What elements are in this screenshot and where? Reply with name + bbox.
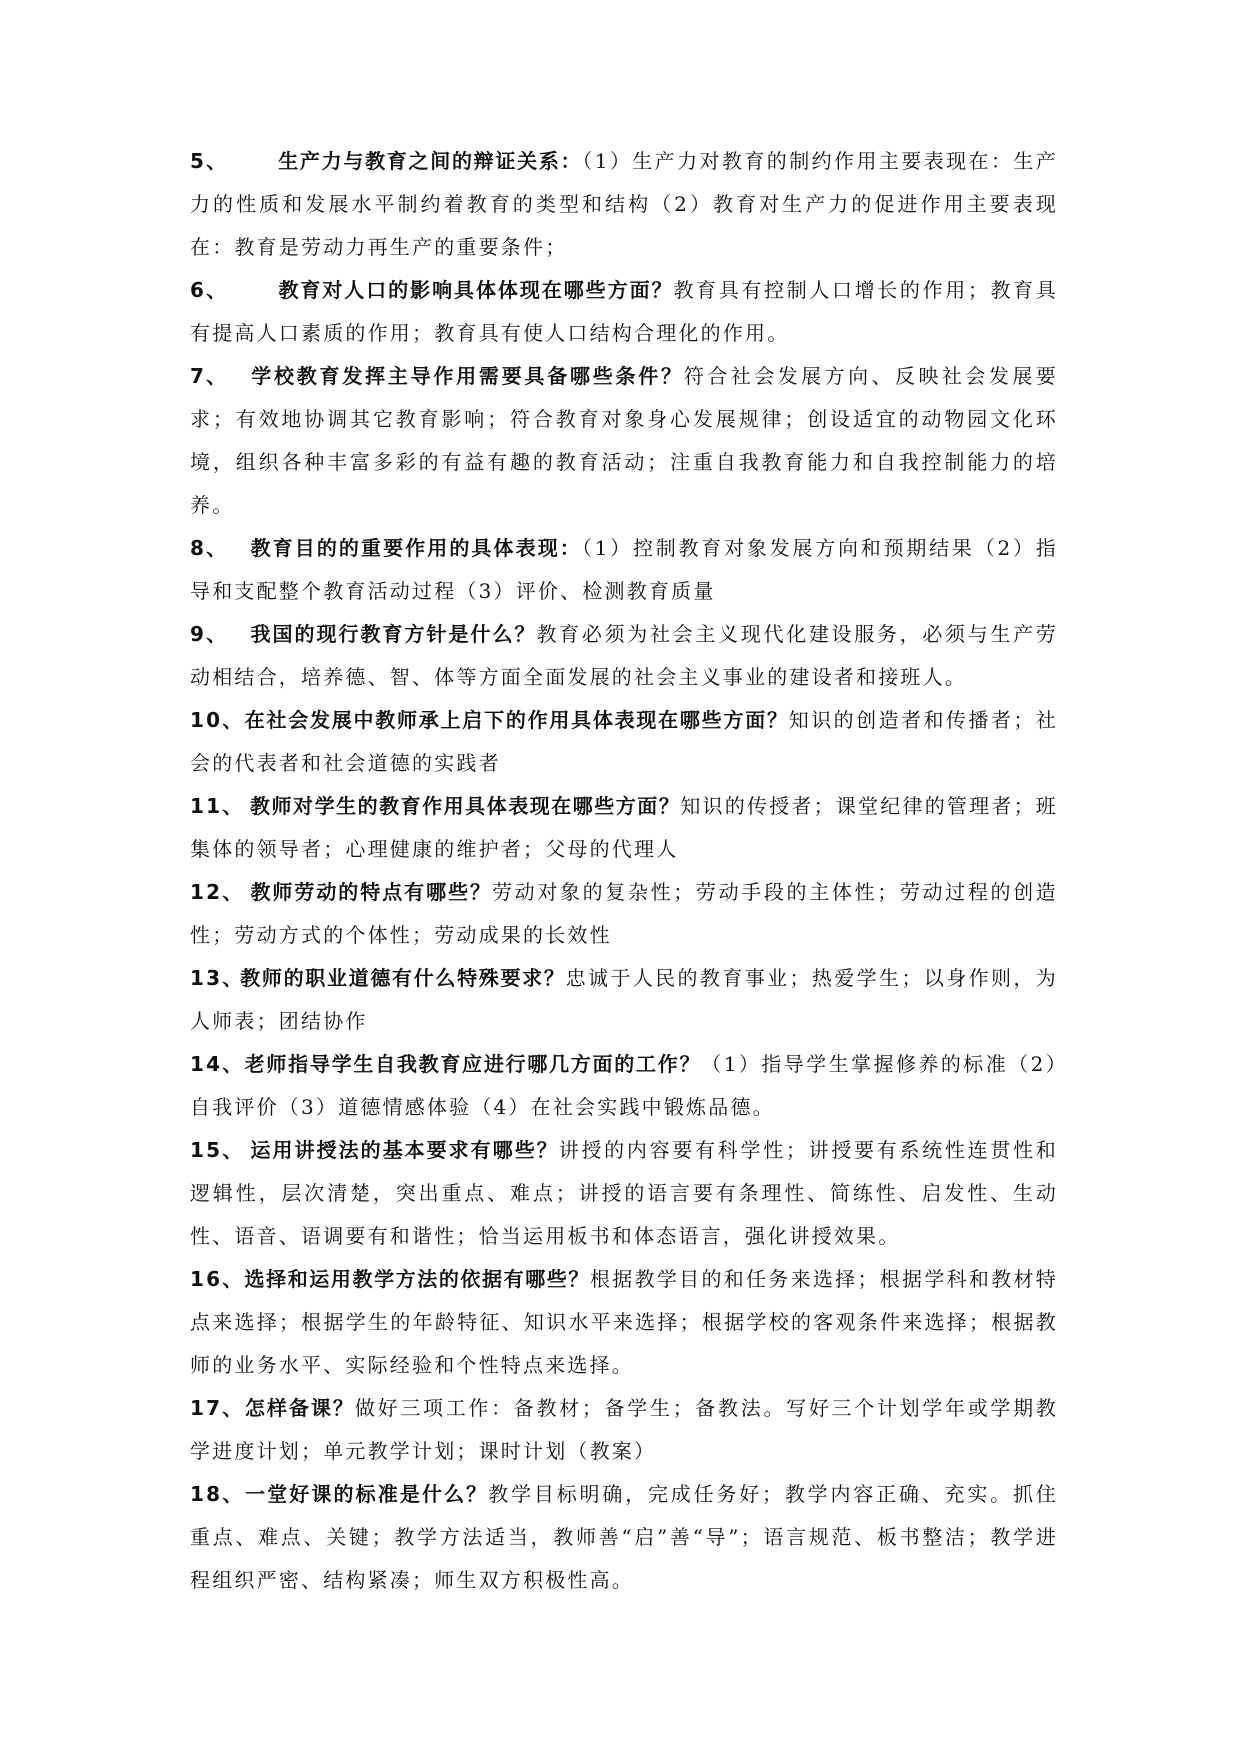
qa-item-18 xyxy=(190,1473,1058,1602)
qa-item-16 xyxy=(190,1258,1058,1387)
answer-text: 符合社会发展方向、反映社会发展要求；有效地协调其它教育影响；符合教育对象身心发展规律；创设适宜的动物园文化环境，组织各种丰富多彩的有益有趣的教育活动；注重自我教育能力和自我控制能力的培养。 xyxy=(190,364,1058,517)
qa-item-15 xyxy=(190,1129,1058,1258)
qa-item-11 xyxy=(190,785,1058,871)
answer-text: 知识的传授者；课堂纪律的管理者；班集体的领导者；心理健康的维护者；父母的代理人 xyxy=(190,794,1059,861)
question-text: 教师劳动的特点有哪些？ xyxy=(250,880,492,904)
question-text: 教师对学生的教育作用具体表现在哪些方面？ xyxy=(250,794,681,818)
item-number: 13、 xyxy=(190,966,245,990)
qa-item-7 xyxy=(190,355,1058,527)
qa-item-5 xyxy=(190,140,1058,269)
question-text: 运用讲授法的基本要求有哪些？ xyxy=(250,1138,559,1162)
qa-item-9 xyxy=(190,613,1058,699)
item-number: 17、 xyxy=(190,1396,245,1420)
question-text: 在社会发展中教师承上启下的作用具体表现在哪些方面？ xyxy=(244,708,789,732)
question-text: 学校教育发挥主导作用需要具备哪些条件？ xyxy=(250,364,684,388)
item-number: 10、 xyxy=(190,708,245,732)
answer-text: 教育必须为社会主义现代化建设服务，必须与生产劳动相结合，培养德、智、体等方面全面发展的社会主义事业的建设者和接班人。 xyxy=(190,622,1059,689)
qa-item-10 xyxy=(190,699,1058,785)
question-text: 怎样备课？ xyxy=(244,1396,355,1420)
item-number: 7、 xyxy=(190,364,229,388)
item-number: 18、 xyxy=(190,1482,245,1506)
answer-text: 教育具有控制人口增长的作用；教育具有提高人口素质的作用；教育具有使人口结构合理化的作用。 xyxy=(190,278,1058,345)
answer-text: 讲授的内容要有科学性；讲授要有系统性连贯性和逻辑性，层次清楚，突出重点、难点；讲授的语言要有条理性、简练性、启发性、生动性、语音、语调要有和谐性；恰当运用板书和体态语言，强化讲授效果。 xyxy=(190,1138,1058,1248)
question-text: 选择和运用教学方法的依据有哪些？ xyxy=(244,1267,590,1291)
question-text: 教育对人口的影响具体体现在哪些方面？ xyxy=(278,278,674,302)
question-text: 老师指导学生自我教育应进行哪几方面的工作？ xyxy=(244,1052,702,1076)
answer-text: 忠诚于人民的教育事业；热爱学生；以身作则，为人师表；团结协作 xyxy=(190,966,1059,1033)
answer-text: 做好三项工作：备教材；备学生；备教法。写好三个计划学年或学期教学进度计划；单元教学计划；课时计划（教案） xyxy=(190,1396,1059,1463)
qa-item-8 xyxy=(190,527,1058,613)
qa-item-12 xyxy=(190,871,1058,957)
answer-text: （1）控制教育对象发展方向和预期结果（2）指导和支配整个教育活动过程（3）评价、检测教育质量 xyxy=(190,536,1058,603)
answer-text: （1）生产力对教育的制约作用主要表现在：生产力的性质和发展水平制约着教育的类型和结构（2）教育对生产力的促进作用主要表现在：教育是劳动力再生产的重要条件； xyxy=(190,149,1058,259)
answer-text: 知识的创造者和传播者；社会的代表者和社会道德的实践者 xyxy=(190,708,1059,775)
qa-item-13 xyxy=(190,957,1058,1043)
question-text: 我国的现行教育方针是什么？ xyxy=(250,622,537,646)
question-text: 生产力与教育之间的辩证关系： xyxy=(278,149,583,173)
question-text: 教师的职业道德有什么特殊要求？ xyxy=(240,966,566,990)
item-number: 11、 xyxy=(190,794,245,818)
question-text: 教育目的的重要作用的具体表现： xyxy=(250,536,582,560)
qa-item-6 xyxy=(190,269,1058,355)
item-number: 6、 xyxy=(190,278,229,302)
item-number: 12、 xyxy=(190,880,245,904)
answer-text: 教学目标明确，完成任务好；教学内容正确、充实。抓住重点、难点、关键；教学方法适当，教师善“启”善“导”；语言规范、板书整洁；教学进程组织严密、结构紧凑；师生双方积极性高。 xyxy=(190,1482,1059,1592)
answer-text: 劳动对象的复杂性；劳动手段的主体性；劳动过程的创造性；劳动方式的个体性；劳动成果的长效性 xyxy=(190,880,1058,947)
item-number: 8、 xyxy=(190,536,229,560)
item-number: 14、 xyxy=(190,1052,245,1076)
question-text: 一堂好课的标准是什么？ xyxy=(244,1482,489,1506)
qa-item-14 xyxy=(190,1043,1058,1129)
item-number: 15、 xyxy=(190,1138,245,1162)
qa-item-17 xyxy=(190,1387,1058,1473)
item-number: 16、 xyxy=(190,1267,245,1291)
item-number: 5、 xyxy=(190,149,229,173)
item-number: 9、 xyxy=(190,622,229,646)
answer-text: 根据教学目的和任务来选择；根据学科和教材特点来选择；根据学生的年龄特征、知识水平来选择；根据学校的客观条件来选择；根据教师的业务水平、实际经验和个性特点来选择。 xyxy=(190,1267,1058,1377)
answer-text: （1）指导学生掌握修养的标准（2）自我评价（3）道德情感体验（4）在社会实践中锻炼品德。 xyxy=(190,1052,1058,1119)
document-body xyxy=(190,140,1058,1602)
